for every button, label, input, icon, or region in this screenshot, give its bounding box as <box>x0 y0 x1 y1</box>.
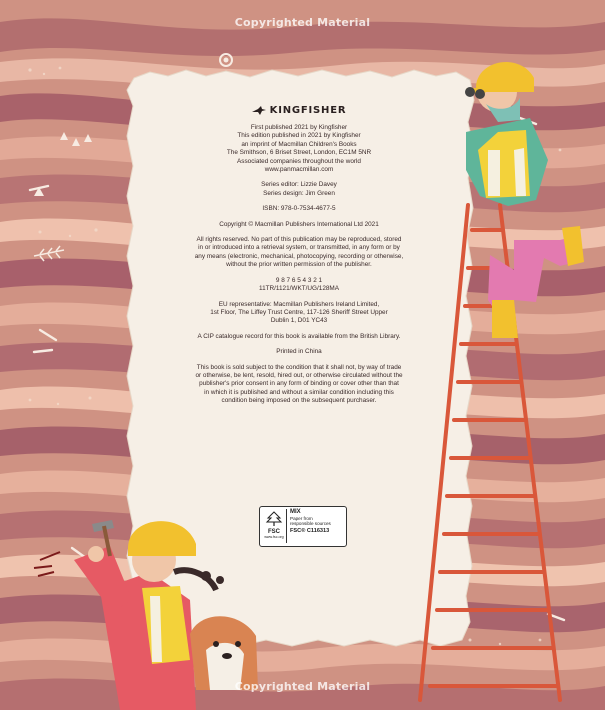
text-line: Series editor: Lizzie Davey <box>261 181 337 189</box>
text-line: without the prior written permission of the publisher. <box>226 261 372 269</box>
copyright-notice: Copyright © Macmillan Publishers International Ltd 2021 <box>219 220 379 228</box>
text-line: The Smithson, 6 Briset Street, London, EC1M 5NR <box>226 149 372 157</box>
text-line: This edition published in 2021 by Kingfisher <box>237 132 361 140</box>
fsc-line2: responsible sources <box>290 521 331 527</box>
printed-in: Printed in China <box>276 348 322 356</box>
text-line: All rights reserved. No part of this publication may be reproduced, stored <box>196 236 402 244</box>
dog <box>190 616 258 690</box>
text-line: an imprint of Macmillan Children's Books <box>241 140 357 148</box>
fsc-line1: Paper from <box>290 515 313 521</box>
text-line: in which it is published and without a similar condition including this <box>204 388 394 396</box>
website-link[interactable]: www.panmacmillan.com <box>264 166 334 174</box>
text-line: 11TR/1121/WKT/UG/128MA <box>258 285 340 293</box>
text-line: Associated companies throughout the world <box>237 157 361 165</box>
text-line: Dublin 1, D01 YC43 <box>270 317 328 325</box>
copyright-watermark: Copyrighted Material <box>234 16 371 29</box>
text-line: 1st Floor, The Liffey Trust Centre, 117-126 Sheriff Street Upper <box>210 308 388 316</box>
isbn: ISBN: 978-0-7534-4677-5 <box>262 205 336 213</box>
text-line: EU representative: Macmillan Publishers Ireland Limited, <box>218 300 380 308</box>
fsc-website: www.fsc.org <box>264 535 284 539</box>
text-line: in or introduced into a retrieval system, or transmitted, in any form or by <box>198 244 400 252</box>
text-line: publisher's prior consent in any form of binding or cover other than that <box>199 380 399 388</box>
fsc-mix: MIX <box>290 509 301 515</box>
text-line: This book is sold subject to the condition that it shall not, by way of trade <box>196 363 402 371</box>
cip-record: A CIP catalogue record for this book is available from the British Library. <box>197 332 401 340</box>
fsc-code: FSC® C116313 <box>290 527 330 534</box>
climber-worker <box>465 62 584 338</box>
copyright-watermark-bottom: Copyrighted Material <box>234 680 371 693</box>
text-line: First published 2021 by Kingfisher <box>250 124 348 131</box>
text-line: or otherwise, be lent, resold, hired out, or otherwise circulated without the <box>195 371 403 379</box>
text-line: Series design: Jim Green <box>263 189 335 197</box>
publisher-name: KINGFISHER <box>269 104 347 116</box>
text-line: condition being imposed on the subsequent purchaser. <box>221 397 377 405</box>
text-line: 9 8 7 6 5 4 3 2 1 <box>275 276 323 284</box>
text-line: any means (electronic, mechanical, photocopying, recording or otherwise, <box>194 252 404 260</box>
fsc-logo-text: FSC <box>268 529 280 535</box>
